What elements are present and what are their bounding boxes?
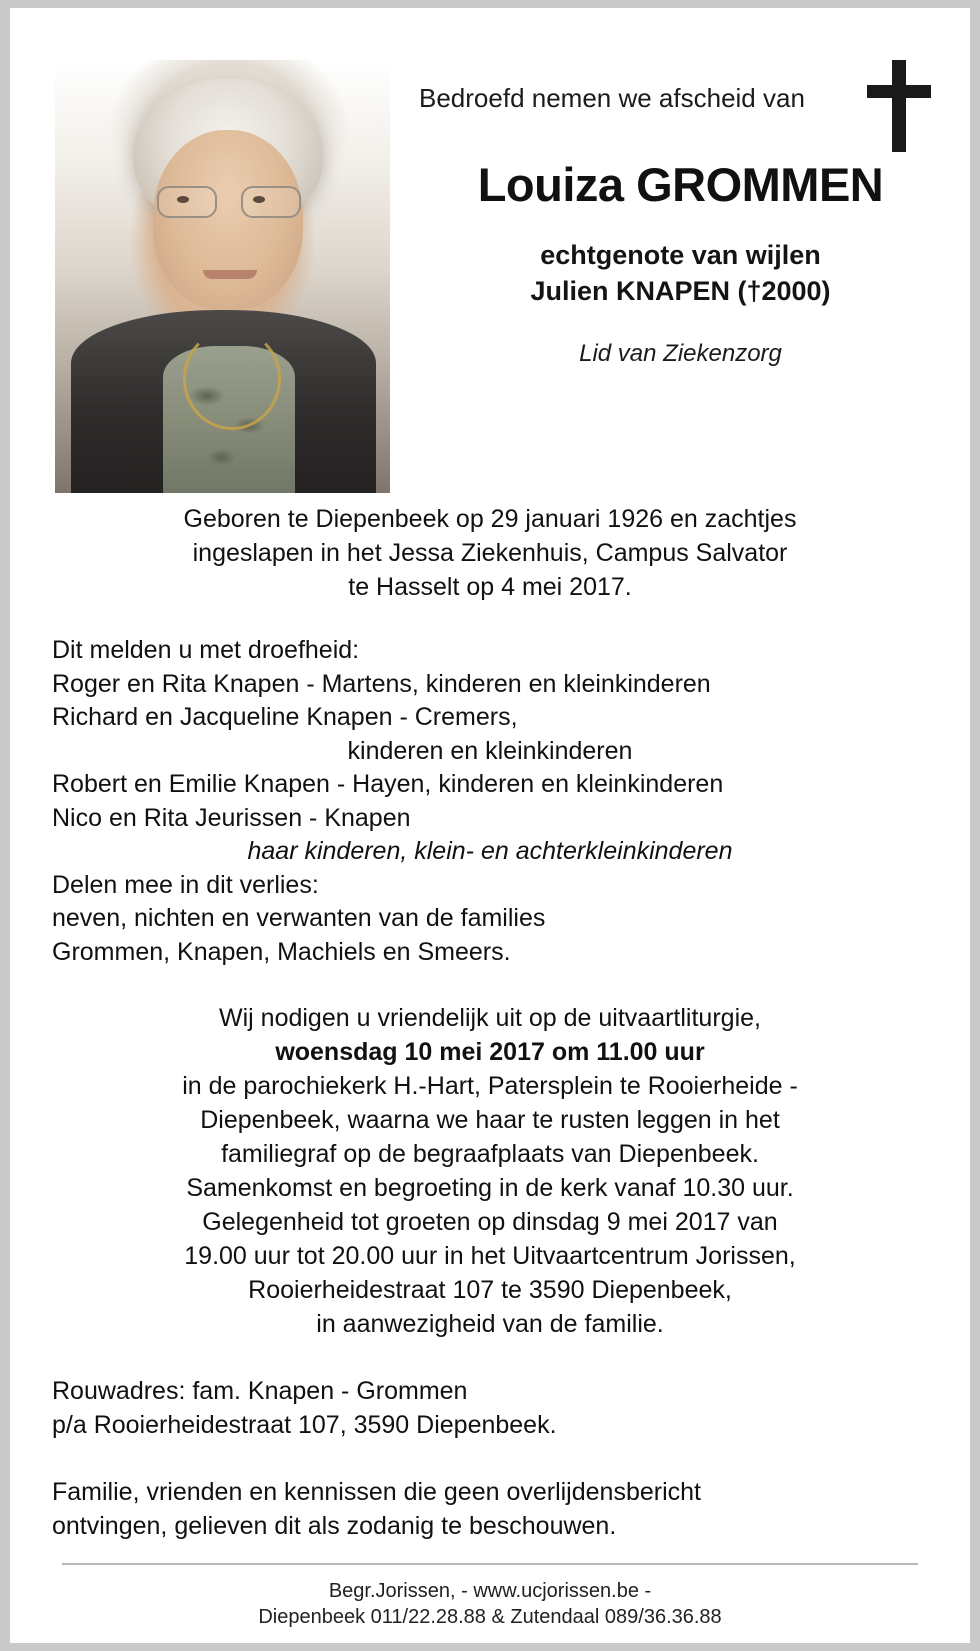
header-text <box>405 82 956 368</box>
share-heading: Delen mee in dit verlies: <box>52 870 319 899</box>
footer-divider <box>62 1563 918 1565</box>
family-line-2: Richard en Jacqueline Knapen - Cremers, <box>52 703 518 732</box>
spouse-line-1: echtgenote van wijlen <box>540 240 821 271</box>
page-border-right <box>970 0 980 1651</box>
invitation-line-1: in de parochiekerk H.-Hart, Patersplein te Rooierheide - <box>182 1072 798 1101</box>
invitation-datetime: woensdag 10 mei 2017 om 11.00 uur <box>275 1038 705 1067</box>
card-content <box>10 8 970 1643</box>
notice-block <box>10 1476 970 1543</box>
membership-text: Lid van Ziekenzorg <box>579 339 782 367</box>
photo-necklace <box>183 328 281 430</box>
invitation-block <box>10 1001 970 1341</box>
invitation-line-7: Rooierheidestraat 107 te 3590 Diepenbeek, <box>248 1276 732 1305</box>
invitation-line-6: 19.00 uur tot 20.00 uur in het Uitvaartcentrum Jorissen, <box>184 1242 796 1271</box>
birth-death-line-2: ingeslapen in het Jessa Ziekenhuis, Campus Salvator <box>192 538 788 567</box>
share-line-2: Grommen, Knapen, Machiels en Smeers. <box>52 937 511 966</box>
mourning-address-line-1: Rouwadres: fam. Knapen - Grommen <box>52 1377 468 1406</box>
family-block <box>10 634 970 969</box>
announce-heading: Dit melden u met droefheid: <box>52 636 360 665</box>
invitation-line-5: Gelegenheid tot groeten op dinsdag 9 mei 2017 van <box>202 1208 778 1237</box>
photo-mouth <box>203 270 257 279</box>
page-border-top <box>0 0 980 8</box>
page-border-bottom <box>0 1643 980 1651</box>
family-line-4: Robert en Emilie Knapen - Hayen, kinderen en kleinkinderen <box>52 770 724 799</box>
portrait-photo <box>55 60 390 493</box>
lead-text: Bedroefd nemen we afscheid van <box>419 83 805 113</box>
invitation-line-2: Diepenbeek, waarna we haar te rusten leggen in het <box>200 1106 780 1135</box>
mourning-address-block <box>10 1375 970 1442</box>
birth-death-line-1: Geboren te Diepenbeek op 29 januari 1926 en zachtjes <box>183 505 797 533</box>
footer-block <box>20 1570 960 1631</box>
invitation-line-8: in aanwezigheid van de familie. <box>316 1310 664 1339</box>
birth-death-line-3: te Hasselt op 4 mei 2017. <box>348 572 632 601</box>
family-line-5: Nico en Rita Jeurissen - Knapen <box>52 803 411 832</box>
family-line-3: kinderen en kleinkinderen <box>347 736 633 765</box>
family-line-1: Roger en Rita Knapen - Martens, kinderen en kleinkinderen <box>52 669 711 698</box>
notice-line-1: Familie, vrienden en kennissen die geen overlijdensbericht <box>52 1478 701 1507</box>
notice-line-2: ontvingen, gelieven dit als zodanig te beschouwen. <box>52 1511 617 1540</box>
deceased-name: Louiza GROMMEN <box>477 158 884 212</box>
spouse-line-2: Julien KNAPEN (†2000) <box>530 275 831 306</box>
header-section <box>10 8 970 493</box>
invitation-line-3: familiegraf op de begraafplaats van Diepenbeek. <box>221 1140 759 1169</box>
invitation-line-4: Samenkomst en begroeting in de kerk vanaf 10.30 uur. <box>186 1174 794 1203</box>
birth-death-block <box>10 503 970 604</box>
spouse-info <box>405 238 956 309</box>
share-line-1: neven, nichten en verwanten van de families <box>52 904 546 933</box>
photo-eye-right <box>253 196 265 203</box>
footer-line-1: Begr.Jorissen, - www.ucjorissen.be - <box>328 1579 652 1602</box>
photo-eye-left <box>177 196 189 203</box>
photo-glasses <box>153 186 305 216</box>
family-line-6: haar kinderen, klein- en achterkleinkinderen <box>247 837 733 866</box>
photo-face <box>153 130 303 310</box>
page-border-left <box>0 0 10 1651</box>
invitation-intro: Wij nodigen u vriendelijk uit op de uitvaartliturgie, <box>219 1004 761 1033</box>
mourning-address-line-2: p/a Rooierheidestraat 107, 3590 Diepenbeek. <box>52 1410 557 1439</box>
footer-line-2: Diepenbeek 011/22.28.88 & Zutendaal 089/36.36.88 <box>258 1606 722 1629</box>
